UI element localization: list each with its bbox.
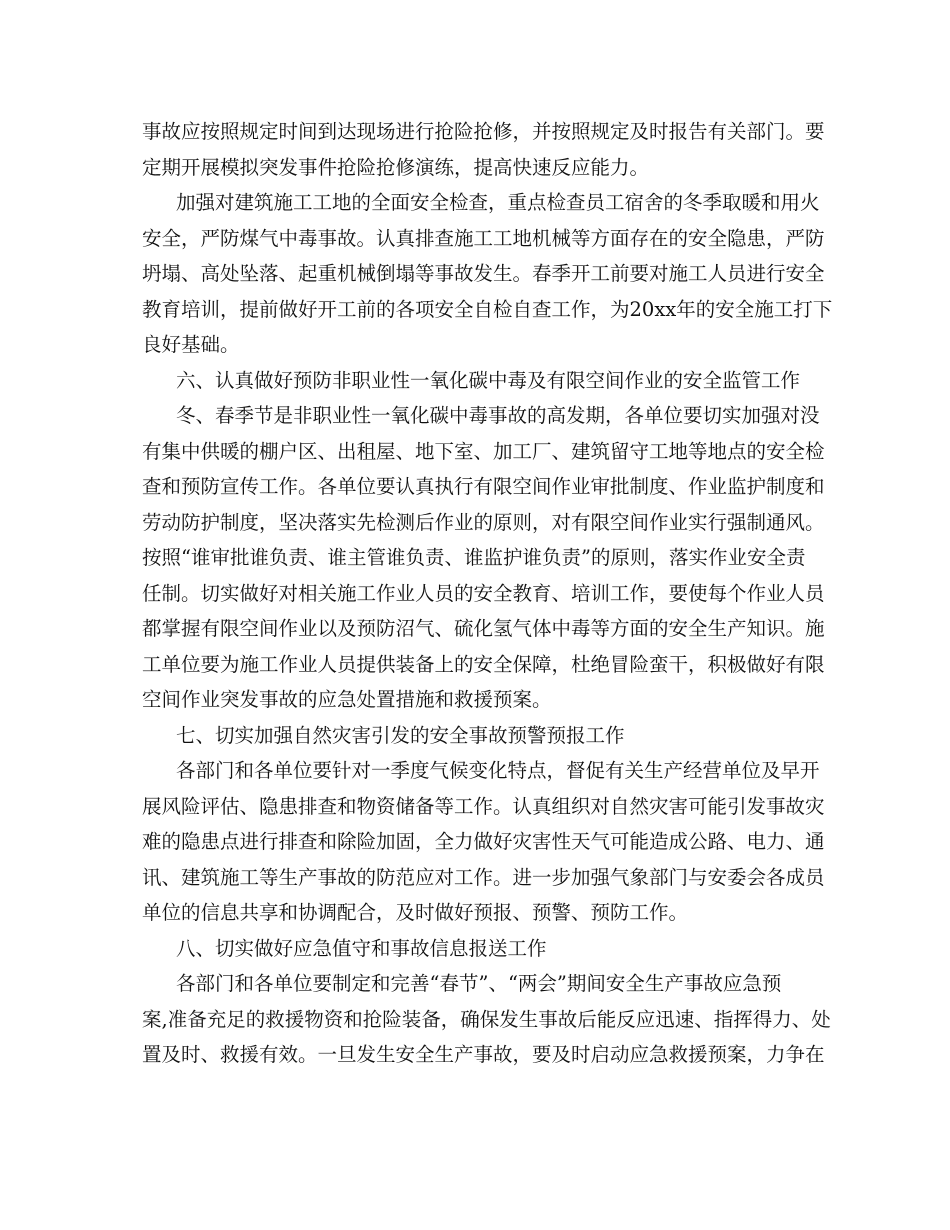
text-line: 事故应按照规定时间到达现场进行抢险抢修，并按照规定及时报告有关部门。要 [142,120,825,143]
text-line: 各部门和各单位要针对一季度气候变化特点，督促有关生产经营单位及早开 [176,759,820,782]
text-line: 安全，严防煤气中毒事故。认真排查施工工地机械等方面存在的安全隐患，严防 [142,226,825,250]
text-line: 定期开展模拟突发事件抢险抢修演练，提高快速反应能力。 [142,155,650,179]
text-line: 有集中供暖的棚户区、出租屋、地下室、加工厂、建筑留守工地等地点的安全检 [142,439,825,463]
text-line: 展风险评估、隐患排查和物资储备等工作。认真组织对自然灾害可能引发事故灾 [142,794,825,818]
text-line: 都掌握有限空间作业以及预防沼气、硫化氢气体中毒等方面的安全生产知识。施 [142,617,825,640]
text-line: 置及时、救援有效。一旦发生安全生产事故，要及时启动应急救援预案，力争在 [142,1043,825,1066]
text-line: 空间作业突发事故的应急处置措施和救援预案。 [142,688,552,711]
text-line: 工单位要为施工作业人员提供装备上的安全保障，杜绝冒险蛮干，积极做好有限 [142,652,825,676]
text-line: 良好基础。 [142,333,240,356]
text-line: 单位的信息共享和协调配合，及时做好预报、预警、预防工作。 [142,901,689,924]
text-line: 加强对建筑施工工地的全面安全检查，重点检查员工宿舍的冬季取暖和用火 [176,191,820,214]
text-line: 讯、建筑施工等生产事故的防范应对工作。进一步加强气象部门与安委会各成员 [142,865,825,889]
text-line: 案,准备充足的救援物资和抢险装备，确保发生事故后能反应迅速、指挥得力、处 [142,1007,831,1031]
text-line: 查和预防宣传工作。各单位要认真执行有限空间作业审批制度、作业监护制度和 [142,475,825,498]
text-line: 任制。切实做好对相关施工作业人员的安全教育、培训工作，要使每个作业人员 [142,581,825,605]
section-heading: 七、切实加强自然灾害引发的安全事故预警预报工作 [176,723,625,747]
text-line: 按照“谁审批谁负责、谁主管谁负责、谁监护谁负责”的原则，落实作业安全责 [142,546,806,569]
text-line: 教育培训，提前做好开工前的各项安全自检自查工作，为20xx年的安全施工打下 [142,297,833,321]
document-body [142,114,833,1073]
text-line: 各部门和各单位要制定和完善“春节”、“两会”期间安全生产事故应急预 [176,972,782,995]
text-line: 劳动防护制度，坚决落实先检测后作业的原则，对有限空间作业实行强制通风。 [142,510,825,534]
text-line: 冬、春季节是非职业性一氧化碳中毒事故的高发期，各单位要切实加强对没 [176,404,820,427]
text-line: 坍塌、高处坠落、起重机械倒塌等事故发生。春季开工前要对施工人员进行安全 [142,262,825,285]
section-heading: 八、切实做好应急值守和事故信息报送工作 [176,936,547,960]
section-heading: 六、认真做好预防非职业性一氧化碳中毒及有限空间作业的安全监管工作 [176,368,801,392]
text-line: 难的隐患点进行排查和除险加固，全力做好灾害性天气可能造成公路、电力、通 [142,830,825,853]
